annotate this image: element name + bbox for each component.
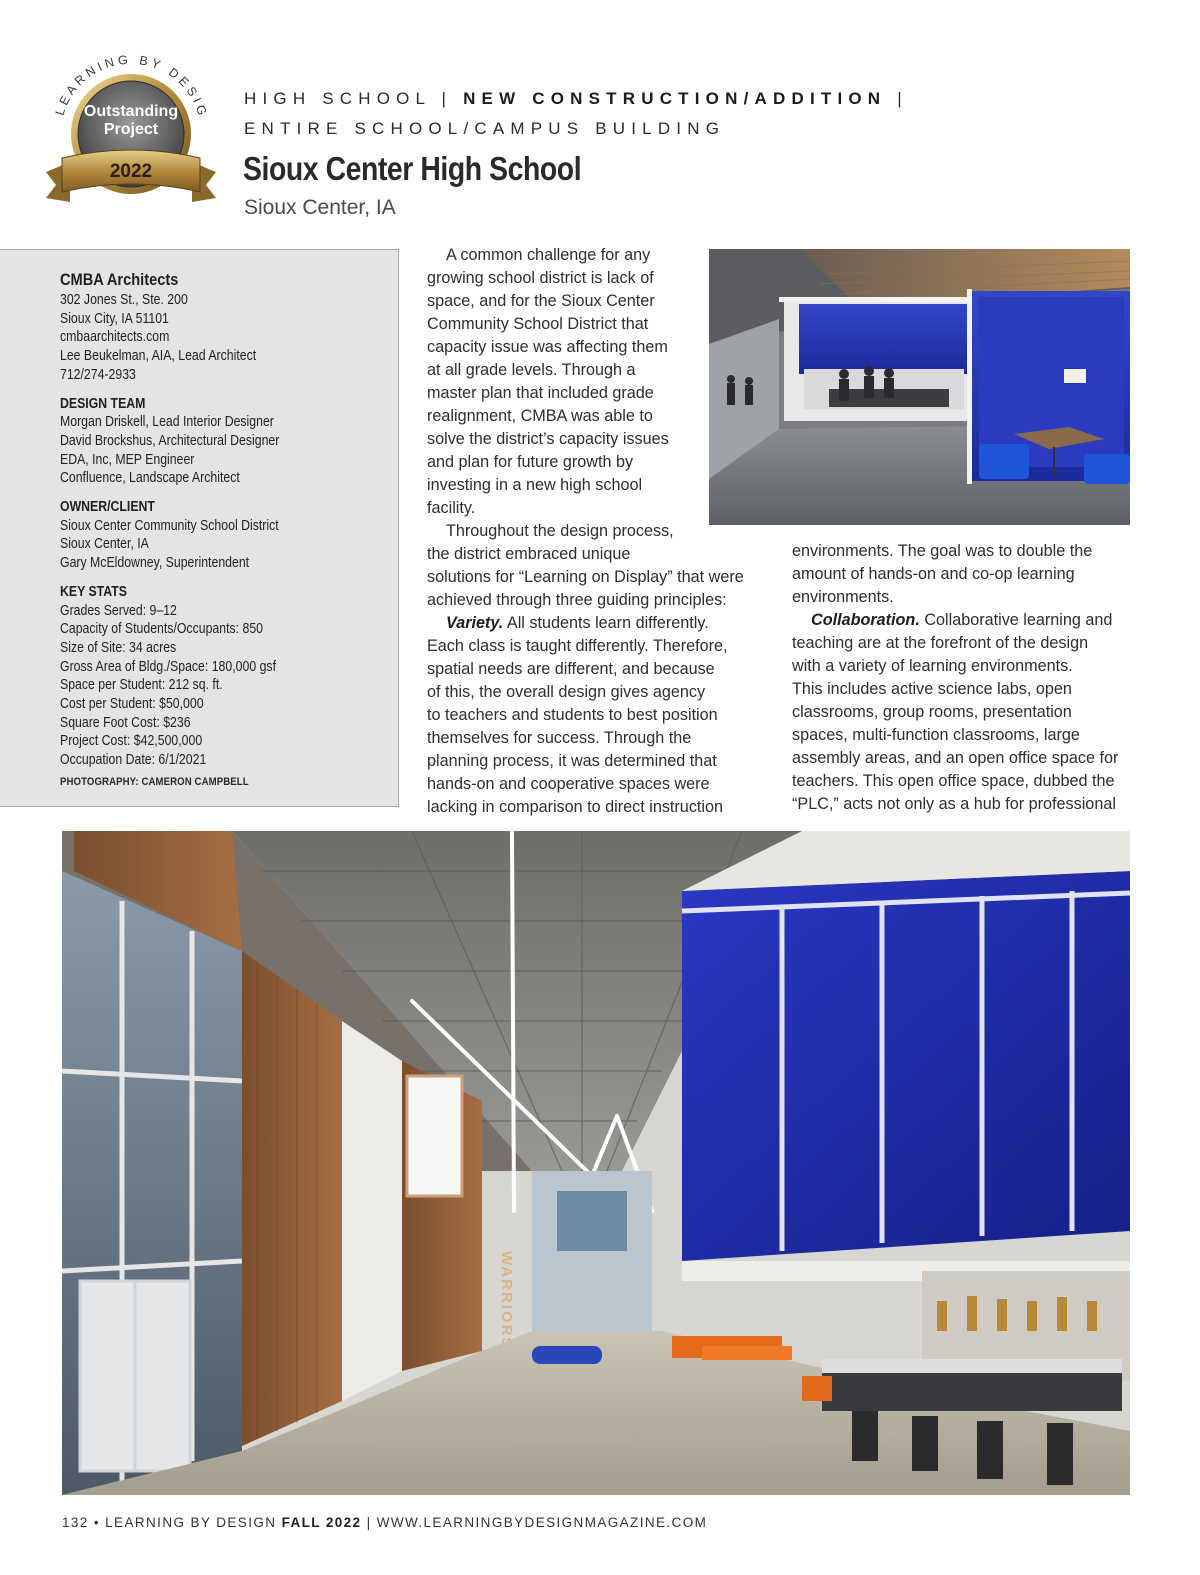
firm-name: CMBA Architects: [60, 270, 179, 289]
article-column-1: [427, 244, 757, 819]
category-line-2: ENTIRE SCHOOL/CAMPUS BUILDING: [244, 119, 726, 138]
variety-lead-in: Variety.: [446, 614, 504, 632]
body-text: All students learn differently.: [506, 614, 709, 632]
body-line: spatial needs are different, and because: [427, 660, 715, 678]
body-text: Collaborative learning and: [924, 611, 1113, 629]
body-line: solve the district’s capacity issues: [427, 430, 669, 448]
photo-commons-hall: [62, 831, 1130, 1495]
key-stats-list: [60, 602, 390, 770]
body-line: A common challenge for any: [446, 246, 651, 264]
category-separator: |: [897, 89, 908, 108]
body-line: at all grade levels. Through a: [427, 361, 636, 379]
body-line: hands-on and cooperative spaces were: [427, 775, 710, 793]
article-column-2: [792, 540, 1132, 816]
magazine-url[interactable]: WWW.LEARNINGBYDESIGNMAGAZINE.COM: [376, 1515, 708, 1530]
stat-line: Capacity of Students/Occupants: 850: [60, 621, 264, 638]
body-line: lacking in comparison to direct instruction: [427, 798, 724, 816]
stat-line: Project Cost: $42,500,000: [60, 733, 203, 750]
body-line: themselves for success. Through the: [427, 729, 692, 747]
lead-architect: Lee Beukelman, AIA, Lead Architect: [60, 348, 257, 365]
firm-website: cmbaarchitects.com: [60, 329, 170, 346]
owner-line: Sioux Center Community School District: [60, 517, 279, 534]
body-line: environments.: [792, 588, 894, 606]
body-line: facility.: [427, 499, 476, 517]
body-line: achieved through three guiding principles:: [427, 591, 727, 609]
body-line: to teachers and students to best position: [427, 706, 718, 724]
owner-heading: OWNER/CLIENT: [60, 499, 155, 516]
team-member: EDA, Inc, MEP Engineer: [60, 451, 195, 468]
body-line: assembly areas, and an open office space for: [792, 749, 1119, 767]
warriors-wall-lettering: WARRIORS: [498, 1251, 515, 1350]
body-line: and plan for future growth by: [427, 453, 634, 471]
body-line: investing in a new high school: [427, 476, 643, 494]
body-line: Throughout the design process,: [446, 522, 674, 540]
address-line: Sioux City, IA 51101: [60, 310, 169, 327]
body-line: growing school district is lack of: [427, 269, 654, 287]
body-line: planning process, it was determined that: [427, 752, 717, 770]
badge-line1: Outstanding: [83, 103, 179, 120]
body-line: the district embraced unique: [427, 545, 631, 563]
body-line: of this, the overall design gives agency: [427, 683, 706, 701]
stat-line: Square Foot Cost: $236: [60, 714, 191, 731]
project-location: Sioux Center, IA: [244, 196, 396, 219]
owner-list: [60, 517, 390, 573]
stat-line: Occupation Date: 6/1/2021: [60, 752, 207, 769]
body-line: This includes active science labs, open: [792, 680, 1072, 698]
issue-label: FALL 2022: [281, 1515, 362, 1530]
category-line-1: [244, 89, 908, 109]
stat-line: Grades Served: 9–12: [60, 602, 177, 619]
body-line: spaces, multi-function classrooms, large: [792, 726, 1080, 744]
body-line: solutions for “Learning on Display” that were: [427, 568, 744, 586]
page-number: 132 • LEARNING BY DESIGN: [62, 1515, 277, 1530]
firm-phone: 712/274-2933: [60, 366, 136, 383]
owner-line: Gary McEldowney, Superintendent: [60, 555, 250, 572]
outstanding-project-badge: [40, 30, 222, 212]
body-line: space, and for the Sioux Center: [427, 292, 655, 310]
collaboration-lead-in: Collaboration.: [811, 611, 920, 629]
body-line: “PLC,” acts not only as a hub for professional: [792, 795, 1116, 813]
body-line: master plan that included grade: [427, 384, 654, 402]
category-type: NEW CONSTRUCTION/ADDITION: [463, 89, 887, 108]
body-line: Community School District that: [427, 315, 649, 333]
body-line: capacity issue was affecting them: [427, 338, 668, 356]
page-footer: [62, 1515, 707, 1530]
badge-year: 2022: [109, 161, 153, 182]
team-member: David Brockshus, Architectural Designer: [60, 432, 280, 449]
body-line: realignment, CMBA was able to: [427, 407, 653, 425]
team-member: Confluence, Landscape Architect: [60, 470, 240, 487]
body-line: Each class is taught differently. Therefore,: [427, 637, 728, 655]
page-title: Sioux Center High School: [243, 150, 582, 187]
design-team-heading: DESIGN TEAM: [60, 395, 146, 412]
firm-address: [60, 291, 390, 385]
body-line: amount of hands-on and co-op learning: [792, 565, 1075, 583]
team-member: Morgan Driskell, Lead Interior Designer: [60, 414, 274, 431]
stat-line: Gross Area of Bldg./Space: 180,000 gsf: [60, 658, 276, 675]
project-info-sidebar: [0, 249, 399, 807]
address-line: 302 Jones St., Ste. 200: [60, 292, 188, 308]
key-stats-heading: KEY STATS: [60, 583, 127, 600]
badge-line2: Project: [103, 121, 159, 138]
category-level: HIGH SCHOOL |: [244, 89, 453, 108]
badge-arc-text: LEARNING BY DESIG: [52, 52, 211, 121]
body-line: environments. The goal was to double the: [792, 542, 1093, 560]
body-line-variety: [427, 612, 757, 635]
footer-separator: |: [366, 1515, 372, 1530]
body-line: classrooms, group rooms, presentation: [792, 703, 1072, 721]
body-line-collaboration: [792, 609, 1132, 632]
stat-line: Size of Site: 34 acres: [60, 639, 177, 656]
body-line: teachers. This open office space, dubbed the: [792, 772, 1115, 790]
body-line: with a variety of learning environments.: [792, 657, 1073, 675]
owner-line: Sioux Center, IA: [60, 536, 149, 553]
design-team-list: [60, 413, 390, 488]
photo-student-lounge: [709, 249, 1130, 525]
stat-line: Cost per Student: $50,000: [60, 696, 204, 713]
stat-line: Space per Student: 212 sq. ft.: [60, 677, 223, 694]
photo-credit: PHOTOGRAPHY: CAMERON CAMPBELL: [60, 775, 249, 788]
body-line: teaching are at the forefront of the design: [792, 634, 1089, 652]
